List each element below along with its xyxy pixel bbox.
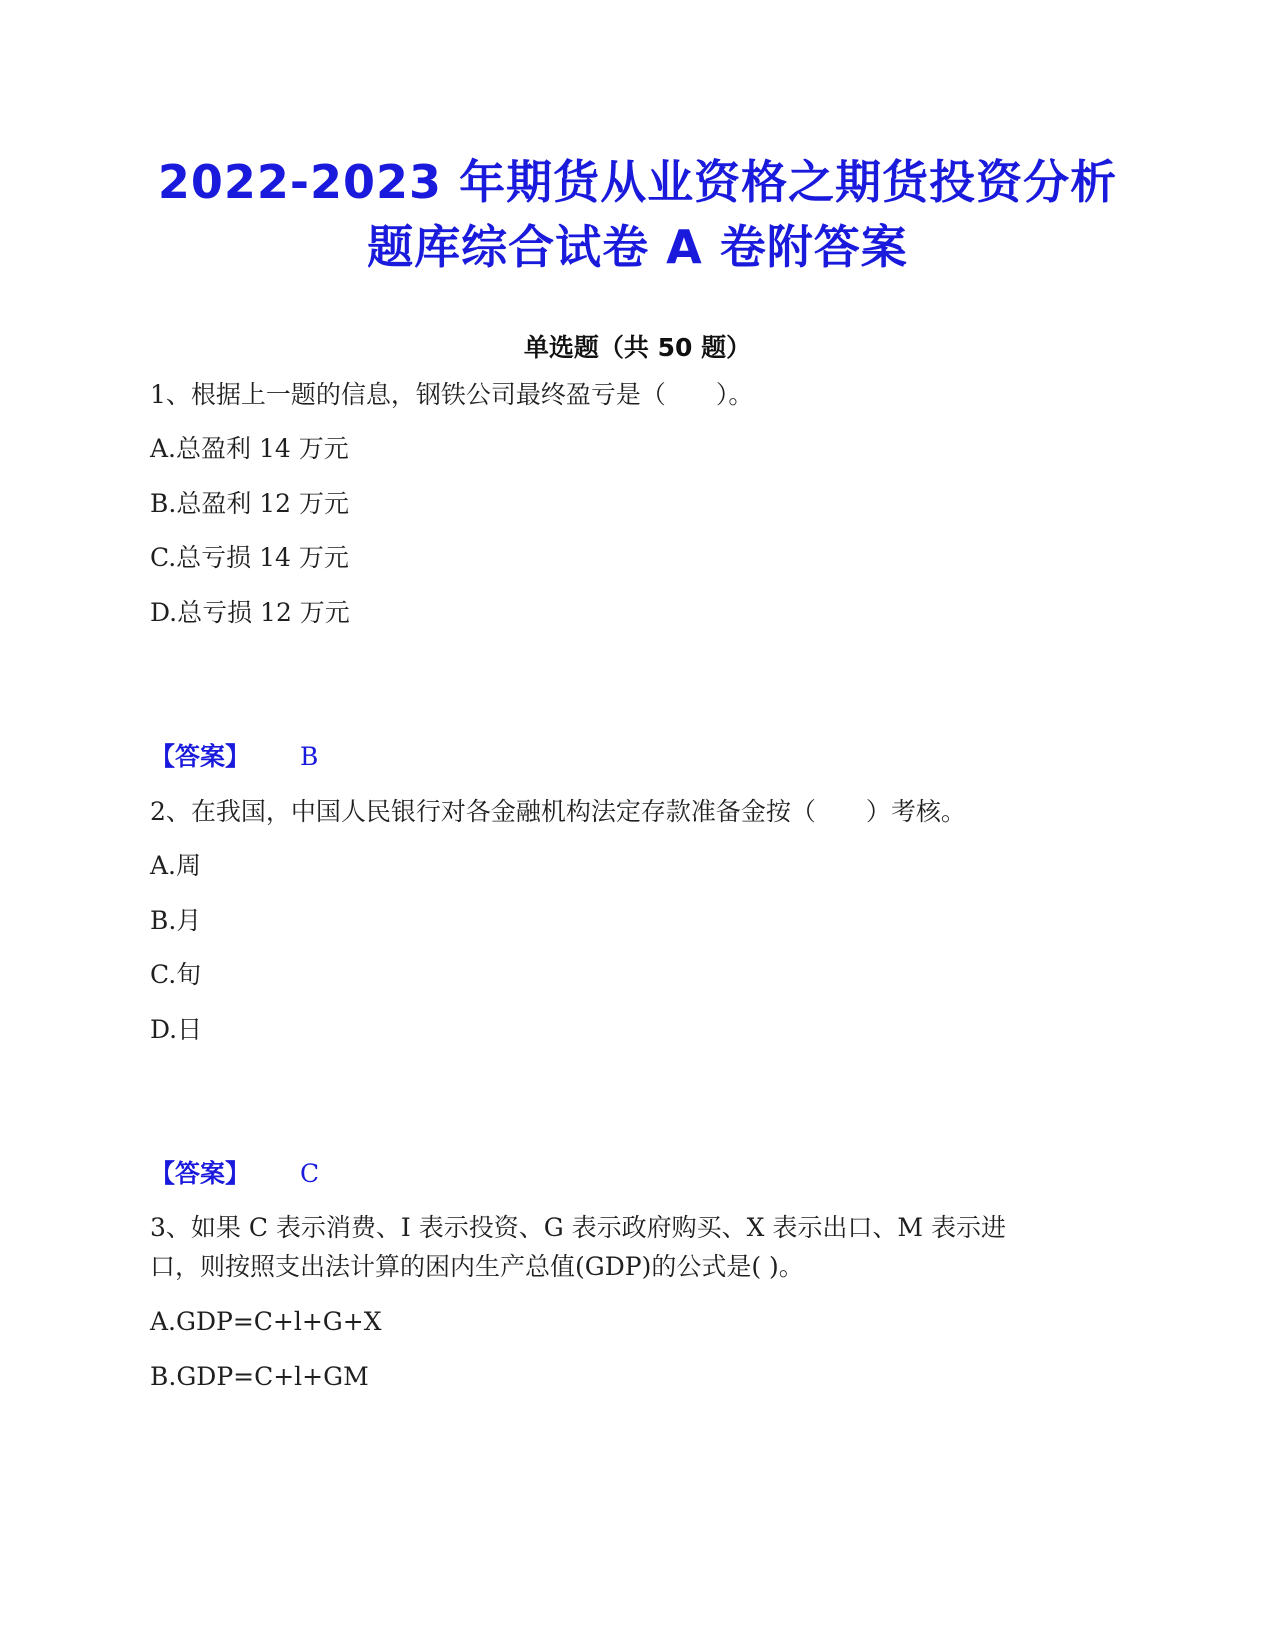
question-2-option-b: B.月 bbox=[150, 906, 202, 935]
question-3-stem-line-2: 口，则按照支出法计算的困内生产总值(GDP)的公式是( )。 bbox=[150, 1252, 804, 1281]
question-2-option-c: C.旬 bbox=[150, 960, 202, 989]
answer-value: B bbox=[300, 742, 319, 771]
question-3-option-b: B.GDP=C+l+GM bbox=[150, 1362, 369, 1391]
question-1-option-a: A.总盈利 14 万元 bbox=[150, 434, 349, 463]
section-heading: 单选题（共 50 题） bbox=[523, 333, 752, 362]
document-title-line-2: 题库综合试卷 A 卷附答案 bbox=[367, 220, 908, 274]
question-1-answer bbox=[150, 740, 318, 774]
question-2-option-d: D.日 bbox=[150, 1015, 203, 1044]
question-2-stem: 2、在我国，中国人民银行对各金融机构法定存款准备金按（ ）考核。 bbox=[150, 797, 966, 826]
question-3-option-a: A.GDP=C+l+G+X bbox=[150, 1307, 382, 1336]
answer-tag: 【答案】 bbox=[150, 1159, 251, 1188]
answer-value: C bbox=[300, 1159, 320, 1188]
question-1-option-c: C.总亏损 14 万元 bbox=[150, 543, 349, 572]
question-1-option-d: D.总亏损 12 万元 bbox=[150, 598, 350, 627]
document-title-line-1: 2022-2023 年期货从业资格之期货投资分析 bbox=[157, 155, 1118, 209]
question-2-option-a: A.周 bbox=[150, 851, 202, 880]
question-1-stem: 1、根据上一题的信息，钢铁公司最终盈亏是（ ）。 bbox=[150, 380, 754, 409]
question-2-answer bbox=[150, 1157, 319, 1191]
answer-tag: 【答案】 bbox=[150, 742, 251, 771]
question-1-option-b: B.总盈利 12 万元 bbox=[150, 489, 350, 518]
question-3-stem-line-1: 3、如果 C 表示消费、I 表示投资、G 表示政府购买、X 表示出口、M 表示进 bbox=[150, 1213, 1006, 1242]
